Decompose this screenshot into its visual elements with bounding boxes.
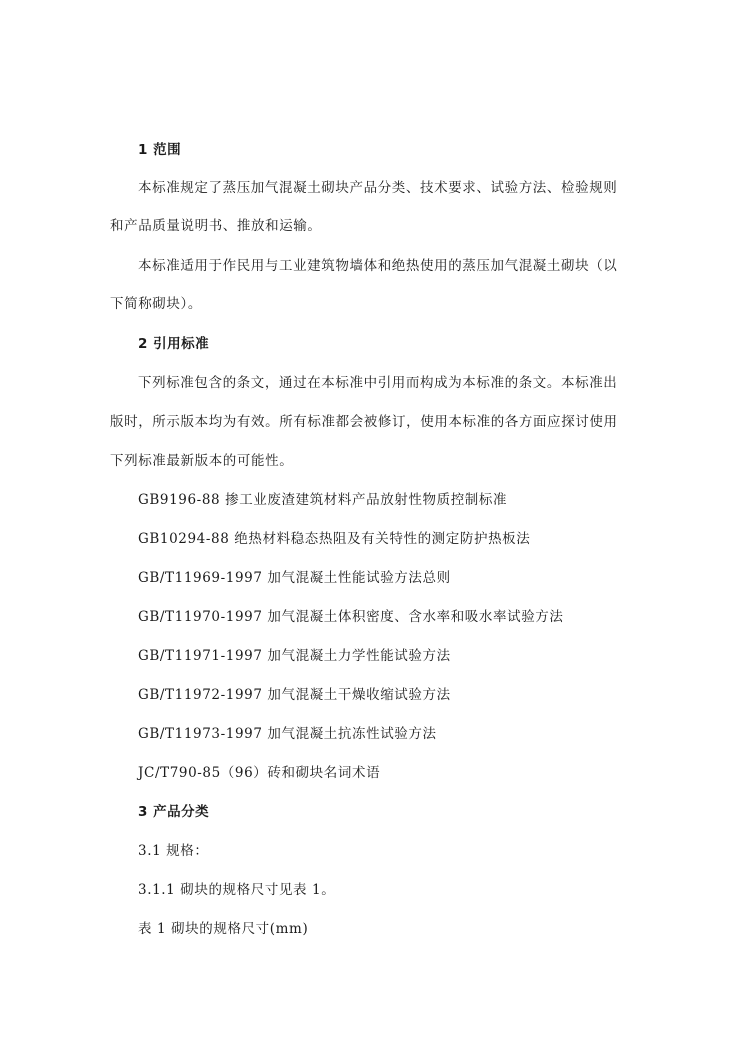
section-3-heading: 3 产品分类 [138,804,210,820]
section-1-paragraph-1-line-2: 和产品质量说明书、推放和运输。 [110,218,322,234]
section-2-heading: 2 引用标准 [138,336,210,352]
standard-reference-item: GB/T11973-1997 加气混凝土抗冻性试验方法 [138,726,437,742]
section-1-paragraph-2-line-1: 本标准适用于作民用与工业建筑物墙体和绝热使用的蒸压加气混凝土砌块（以 [138,258,618,274]
standard-reference-item: GB10294-88 绝热材料稳态热阻及有关特性的测定防护热板法 [138,531,531,547]
section-2-paragraph-line-2: 版时，所示版本均为有效。所有标准都会被修订，使用本标准的各方面应探讨使用 [110,414,618,430]
section-1-paragraph-2-line-2: 下简称砌块）。 [110,296,202,312]
section-2-paragraph-line-3: 下列标准最新版本的可能性。 [110,453,294,469]
standard-reference-item: GB/T11972-1997 加气混凝土干燥收缩试验方法 [138,687,451,703]
standard-reference-item: GB/T11969-1997 加气混凝土性能试验方法总则 [138,570,451,586]
standard-reference-item: JC/T790-85（96）砖和砌块名词术语 [138,765,381,781]
section-1-paragraph-1-line-1: 本标准规定了蒸压加气混凝土砌块产品分类、技术要求、试验方法、检验规则 [138,180,618,196]
standard-reference-item: GB/T11971-1997 加气混凝土力学性能试验方法 [138,648,451,664]
standard-reference-item: GB/T11970-1997 加气混凝土体积密度、含水率和吸水率试验方法 [138,609,564,625]
subsection-3-1: 3.1 规格： [138,843,209,859]
section-1-heading: 1 范围 [138,142,182,158]
table-caption: 表 1 砌块的规格尺寸(mm) [138,921,309,937]
section-2-paragraph-line-1: 下列标准包含的条文，通过在本标准中引用而构成为本标准的条文。本标准出 [138,375,618,391]
standard-reference-item: GB9196-88 掺工业废渣建筑材料产品放射性物质控制标准 [138,492,508,508]
subsection-3-1-1: 3.1.1 砌块的规格尺寸见表 1。 [138,882,336,898]
